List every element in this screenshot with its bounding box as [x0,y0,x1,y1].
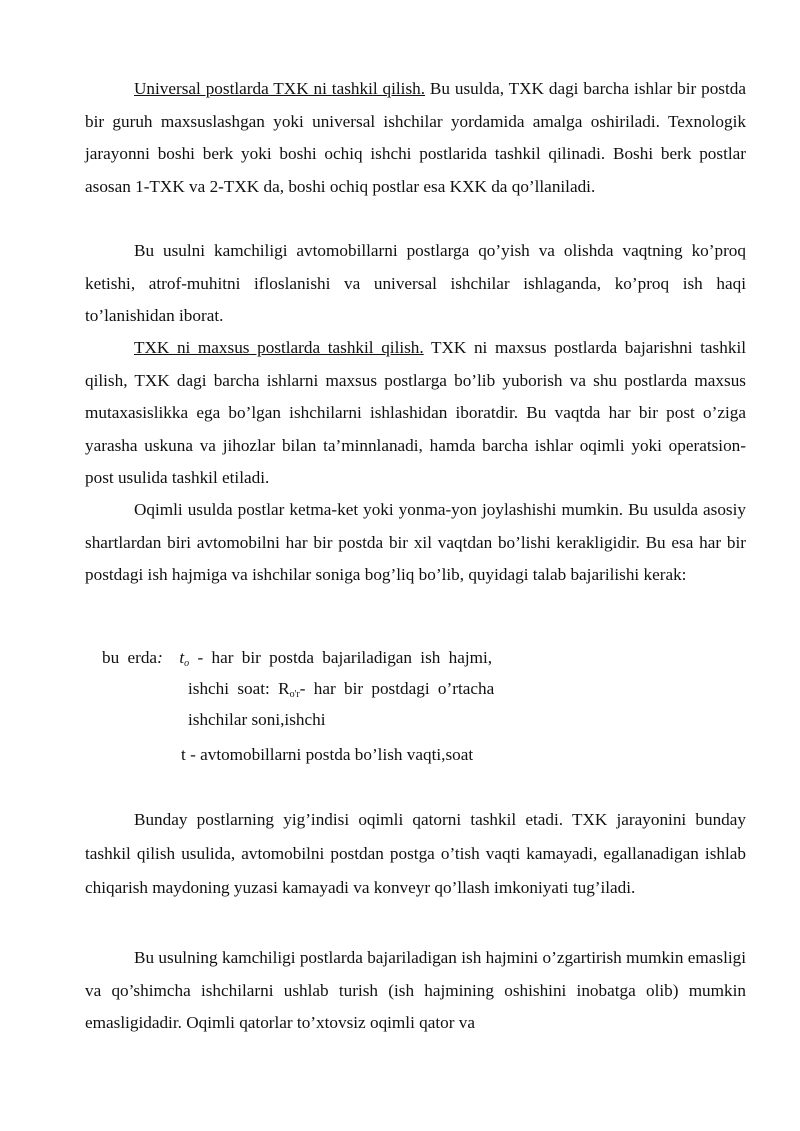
paragraph-text: Bunday postlarning yig’indisi oqimli qatorni tashkil etadi. TXK jarayonini bunday tashkil qilish usulida, avtomobilni postdan postga o’tish vaqti kamayadi, egallanadigan ishlab chiqarish maydoning yuzasi kamayadi va konveyr qo’llash imkoniyati tug’iladi. [85,810,746,897]
paragraph-special-posts [85,332,746,495]
paragraph-text: Bu usulni kamchiligi avtomobillarni postlarga qo’yish va olishda vaqtning ko’proq ketishi, atrof-muhitni ifloslanishi va universal ishchilar ishlaganda, ko’proq ish haqi to’lanishidan iborat. [85,241,746,325]
section-heading-universal: Universal postlarda TXK ni tashkil qilish. [134,79,426,98]
paragraph-text: TXK ni maxsus postlarda bajarishni tashkil qilish, TXK dagi barcha ishlarni maxsus postlarga bo’lib yuborish va shu postlarda maxsus mutaxasislikka ega bo’lgan ishchilarni ishlashidan iboratdir. Bu vaqtda har bir post o’ziga yarasha uskuna va jihozlar bilan ta’minnlanadi, hamda barcha ishlar oqimli yoki operatsion-post usulida tashkil etiladi. [85,338,746,487]
definition-line-1: bu erda: $t_o$ - har bir postda bajariladigan ish hajmi, [102,648,493,669]
definition-line-3: ishchilar soni,ishchi [188,710,326,729]
paragraph-drawbacks-universal [85,235,746,333]
paragraph-text: Oqimli usulda postlar ketma-ket yoki yonma-yon joylashishi mumkin. Bu usulda asosiy shartlardan biri avtomobilni har bir postda bir xil vaqtdan bo’lishi kerakligidir. Bu esa har bir postdagi ish hajmiga va ishchilar soniga bog’liq bo’lib, quyidagi talab bajarilishi kerak: [85,500,746,584]
definition-line-4: t - avtomobillarni postda bo’lish vaqti,soat [181,745,474,764]
paragraph-flow-method [85,494,746,592]
paragraph-text: Bu usulda, TXK dagi barcha ishlar bir postda bir guruh maxsuslashgan yoki universal ishchilar yordamida amalga oshiriladi. Texnologik jarayonni boshi berk yoki boshi ochiq ishchi postlarida tashkil qilinadi. Boshi berk postlar asosan 1-TXK va 2-TXK da, boshi ochiq postlar esa KXK da qo’llaniladi. [85,79,746,196]
paragraph-text: Bu usulning kamchiligi postlarda bajariladigan ish hajmini o’zgartirish mumkin emasligi va qo’shimcha ishchilarni ushlab turish (ish hajmining oshishini inobatga olib) mumkin emasligidadir. Oqimli qatorlar to’xtovsiz oqimli qator va [85,948,746,1032]
section-heading-special: TXK ni maxsus postlarda tashkil qilish. [134,338,424,357]
paragraph-drawbacks-flow [85,942,746,1040]
paragraph-flow-line [85,803,746,905]
definition-line-2: ishchi soat: $R_{o'r}-$ har bir postdagi o’rtacha [188,679,495,700]
paragraph-universal-posts [85,73,746,203]
variable-t: t [179,648,185,667]
